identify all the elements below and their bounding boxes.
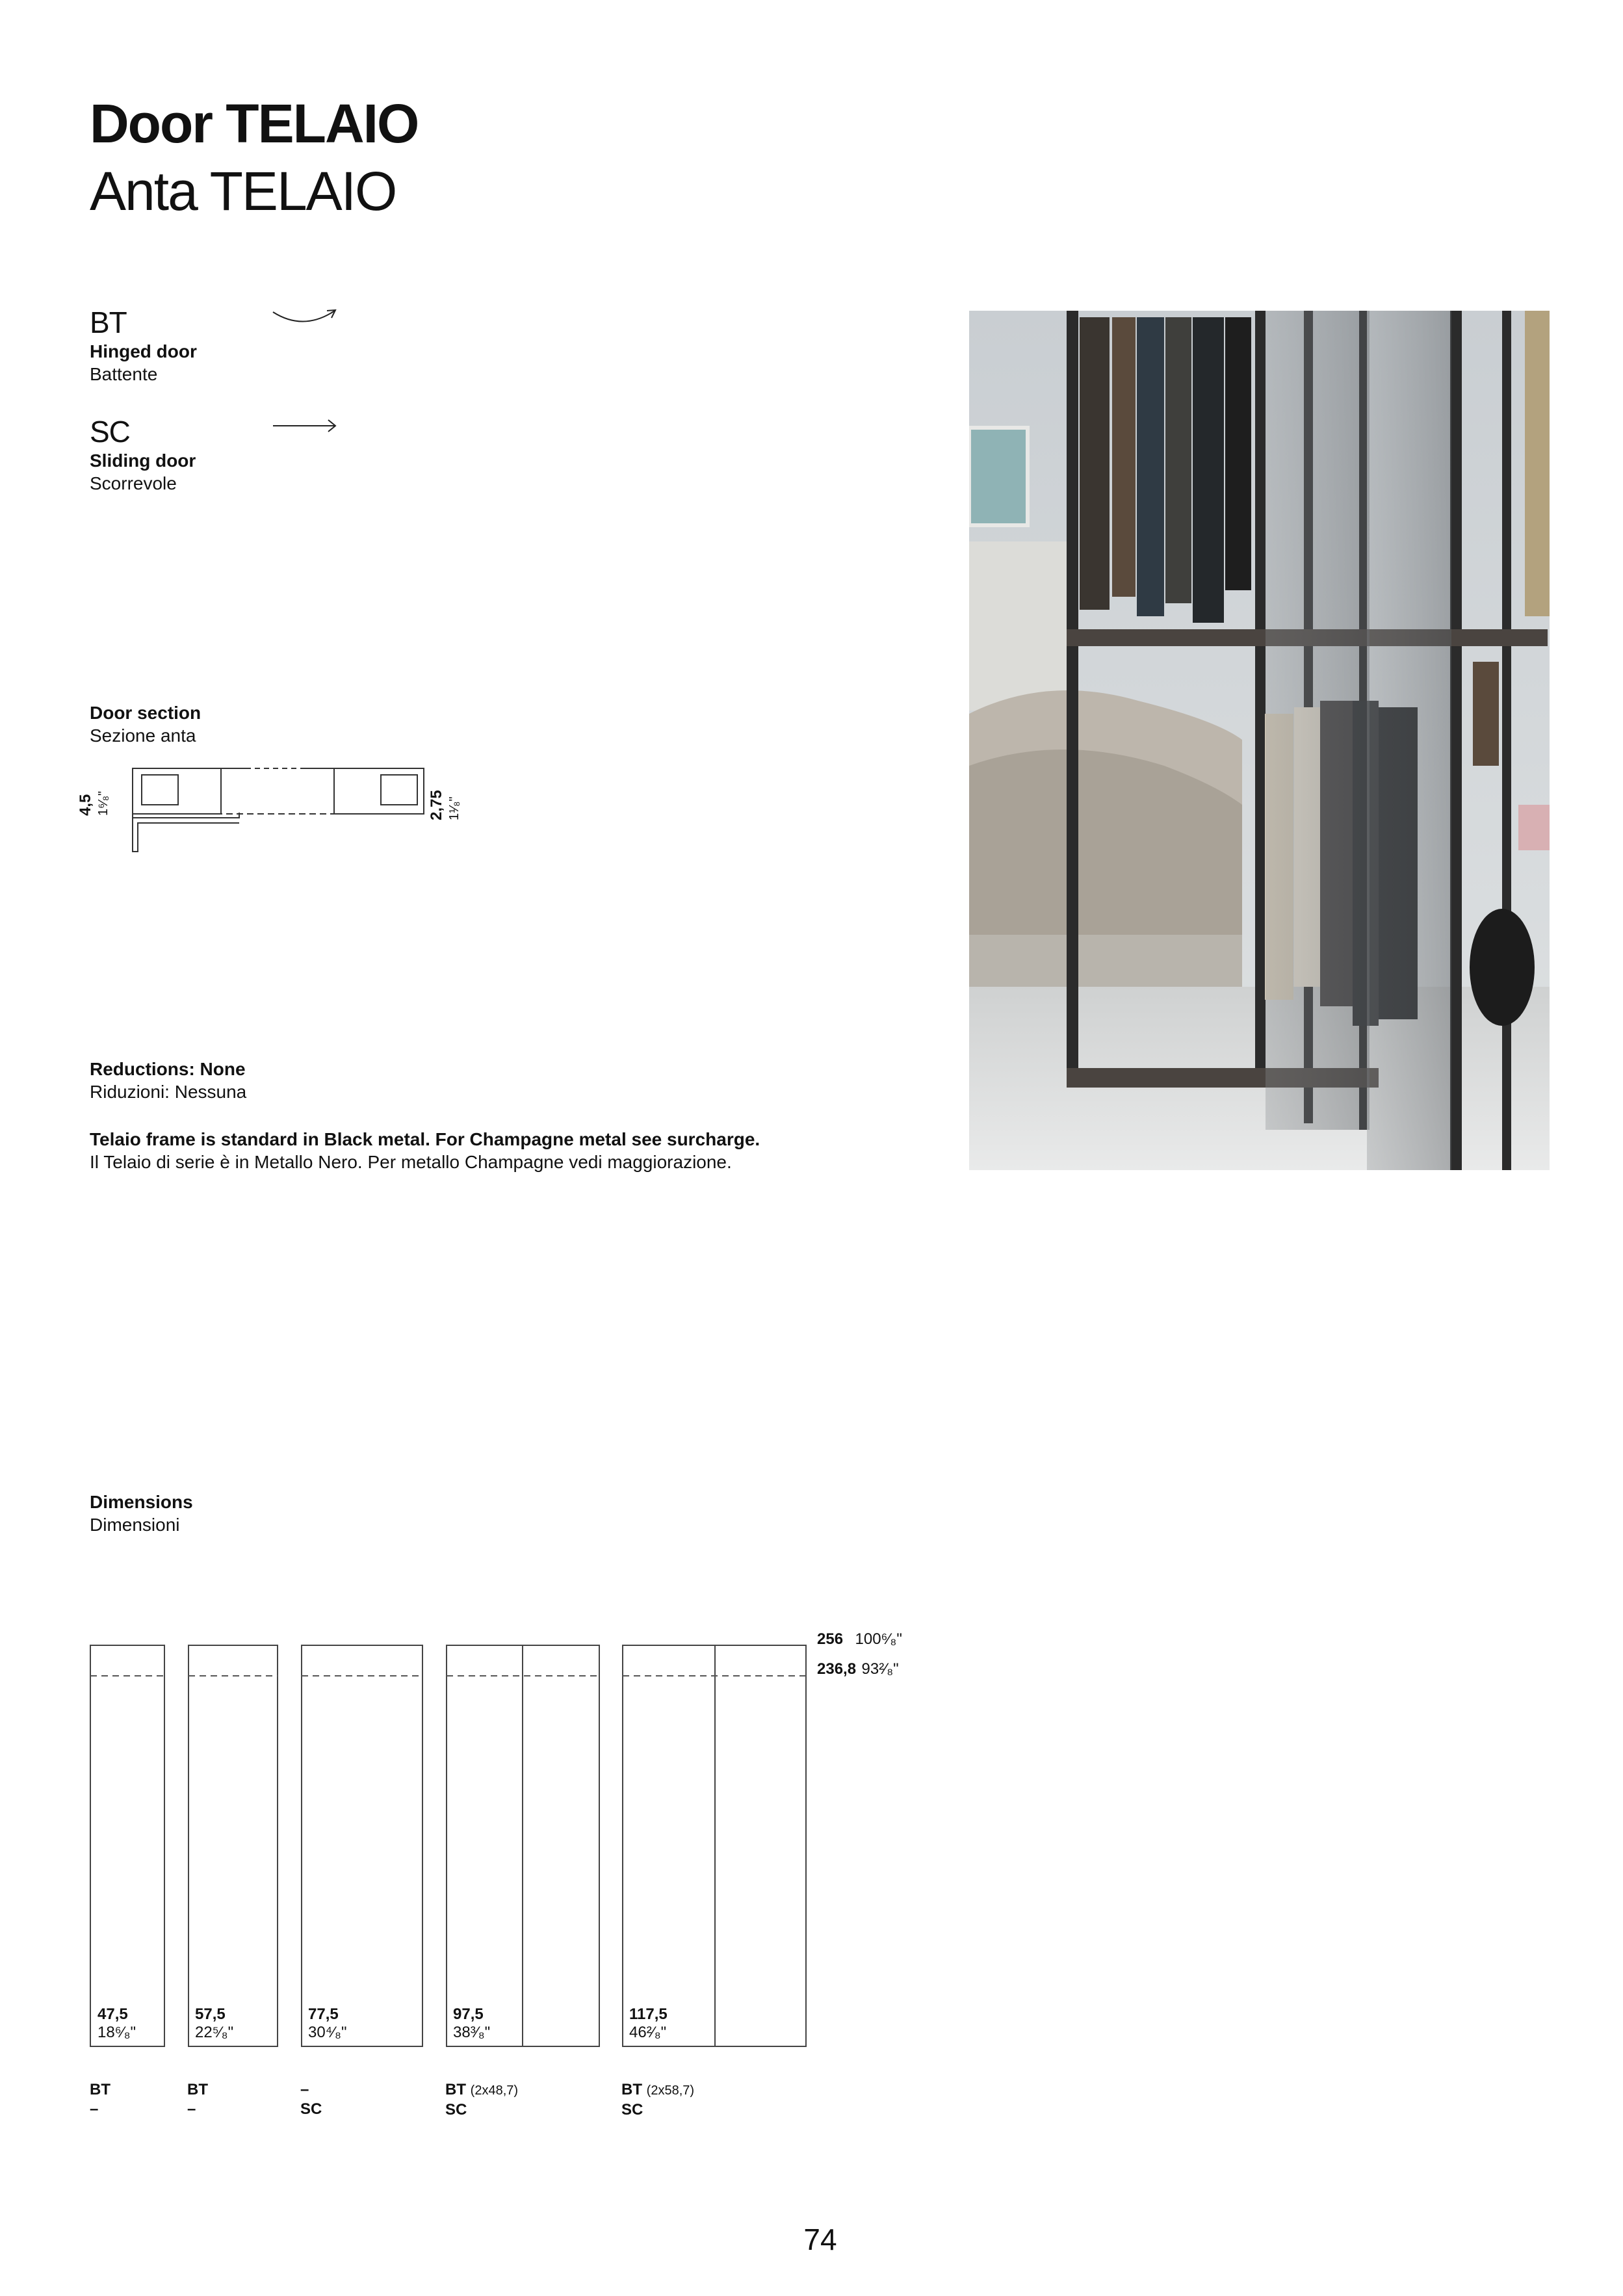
- code-bt: BT: [90, 306, 127, 339]
- availability-57-5: [187, 2080, 208, 2119]
- frame-note-en: Telaio frame is standard in Black metal. For Champagne metal see surcharge.: [90, 1129, 760, 1149]
- title-en: Door TELAIO: [90, 93, 419, 154]
- availability-47-5: [90, 2080, 110, 2119]
- availability-bt-note: (2x58,7): [646, 2083, 695, 2098]
- availability-sc: SC: [621, 2101, 643, 2119]
- section-right-value: 2,75: [428, 790, 445, 820]
- availability-sc: SC: [445, 2101, 467, 2119]
- sezione-anta-label: Sezione anta: [90, 725, 196, 746]
- sliding-door-label: Sliding door: [90, 450, 196, 471]
- door-width-57-5: [195, 2005, 233, 2042]
- door-width-value: 97,5: [453, 2005, 484, 2023]
- availability-sc: –: [90, 2100, 99, 2118]
- height-256-cm: 256: [817, 1630, 844, 1648]
- door-width-117-5: [629, 2005, 668, 2042]
- door-width-value: 77,5: [308, 2005, 339, 2023]
- height-256: [817, 1630, 902, 1649]
- scorrevole-label: Scorrevole: [90, 473, 177, 493]
- availability-bt: BT: [621, 2081, 642, 2098]
- section-left-inch: 1⁶⁄₈": [96, 790, 110, 816]
- reductions-it: Riduzioni: Nessuna: [90, 1082, 247, 1102]
- availability-sc: SC: [300, 2100, 322, 2118]
- availability-bt: BT: [90, 2081, 110, 2098]
- height-236-8-cm: 236,8: [817, 1660, 857, 1678]
- availability-117-5: [621, 2080, 694, 2120]
- availability-bt: BT: [445, 2081, 466, 2098]
- section-left-value: 4,5: [77, 794, 94, 816]
- reductions-en: Reductions: None: [90, 1059, 246, 1079]
- dimensions-en: Dimensions: [90, 1492, 193, 1512]
- hinged-door-label: Hinged door: [90, 341, 197, 361]
- door-section-label: Door section: [90, 703, 201, 723]
- availability-bt: –: [300, 2081, 309, 2098]
- availability-97-5: [445, 2080, 518, 2120]
- frame-note-it: Il Telaio di serie è in Metallo Nero. Per metallo Champagne vedi maggiorazione.: [90, 1152, 732, 1172]
- door-width-97-5: [453, 2005, 490, 2042]
- door-width-inch: 38³⁄₈": [453, 2024, 491, 2041]
- availability-bt-note: (2x48,7): [470, 2083, 519, 2098]
- title-it: Anta TELAIO: [90, 161, 396, 222]
- door-width-inch: 18⁶⁄₈": [97, 2024, 136, 2041]
- battente-label: Battente: [90, 364, 158, 384]
- height-236-8: [817, 1660, 899, 1678]
- availability-77-5: [300, 2080, 322, 2119]
- section-right-inch: 1¹⁄₈": [447, 796, 461, 820]
- code-sc: SC: [90, 415, 130, 449]
- availability-bt: BT: [187, 2081, 208, 2098]
- height-256-inch: 100⁶⁄₈": [855, 1630, 902, 1648]
- availability-sc: –: [187, 2100, 196, 2118]
- height-236-8-inch: 93²⁄₈": [861, 1660, 899, 1678]
- door-width-inch: 22⁵⁄₈": [195, 2024, 234, 2041]
- door-width-inch: 46²⁄₈": [629, 2024, 667, 2041]
- page-number: 74: [803, 2223, 837, 2256]
- door-width-47-5: [97, 2005, 136, 2042]
- door-width-77-5: [308, 2005, 346, 2042]
- door-outline-57-5: [188, 1645, 278, 2046]
- door-width-inch: 30⁴⁄₈": [308, 2024, 347, 2041]
- door-outline-77-5: [302, 1645, 422, 2046]
- door-outline-47-5: [90, 1645, 164, 2046]
- dimensions-it: Dimensioni: [90, 1515, 180, 1535]
- door-width-value: 57,5: [195, 2005, 226, 2023]
- door-width-value: 47,5: [97, 2005, 128, 2023]
- door-width-value: 117,5: [629, 2005, 668, 2023]
